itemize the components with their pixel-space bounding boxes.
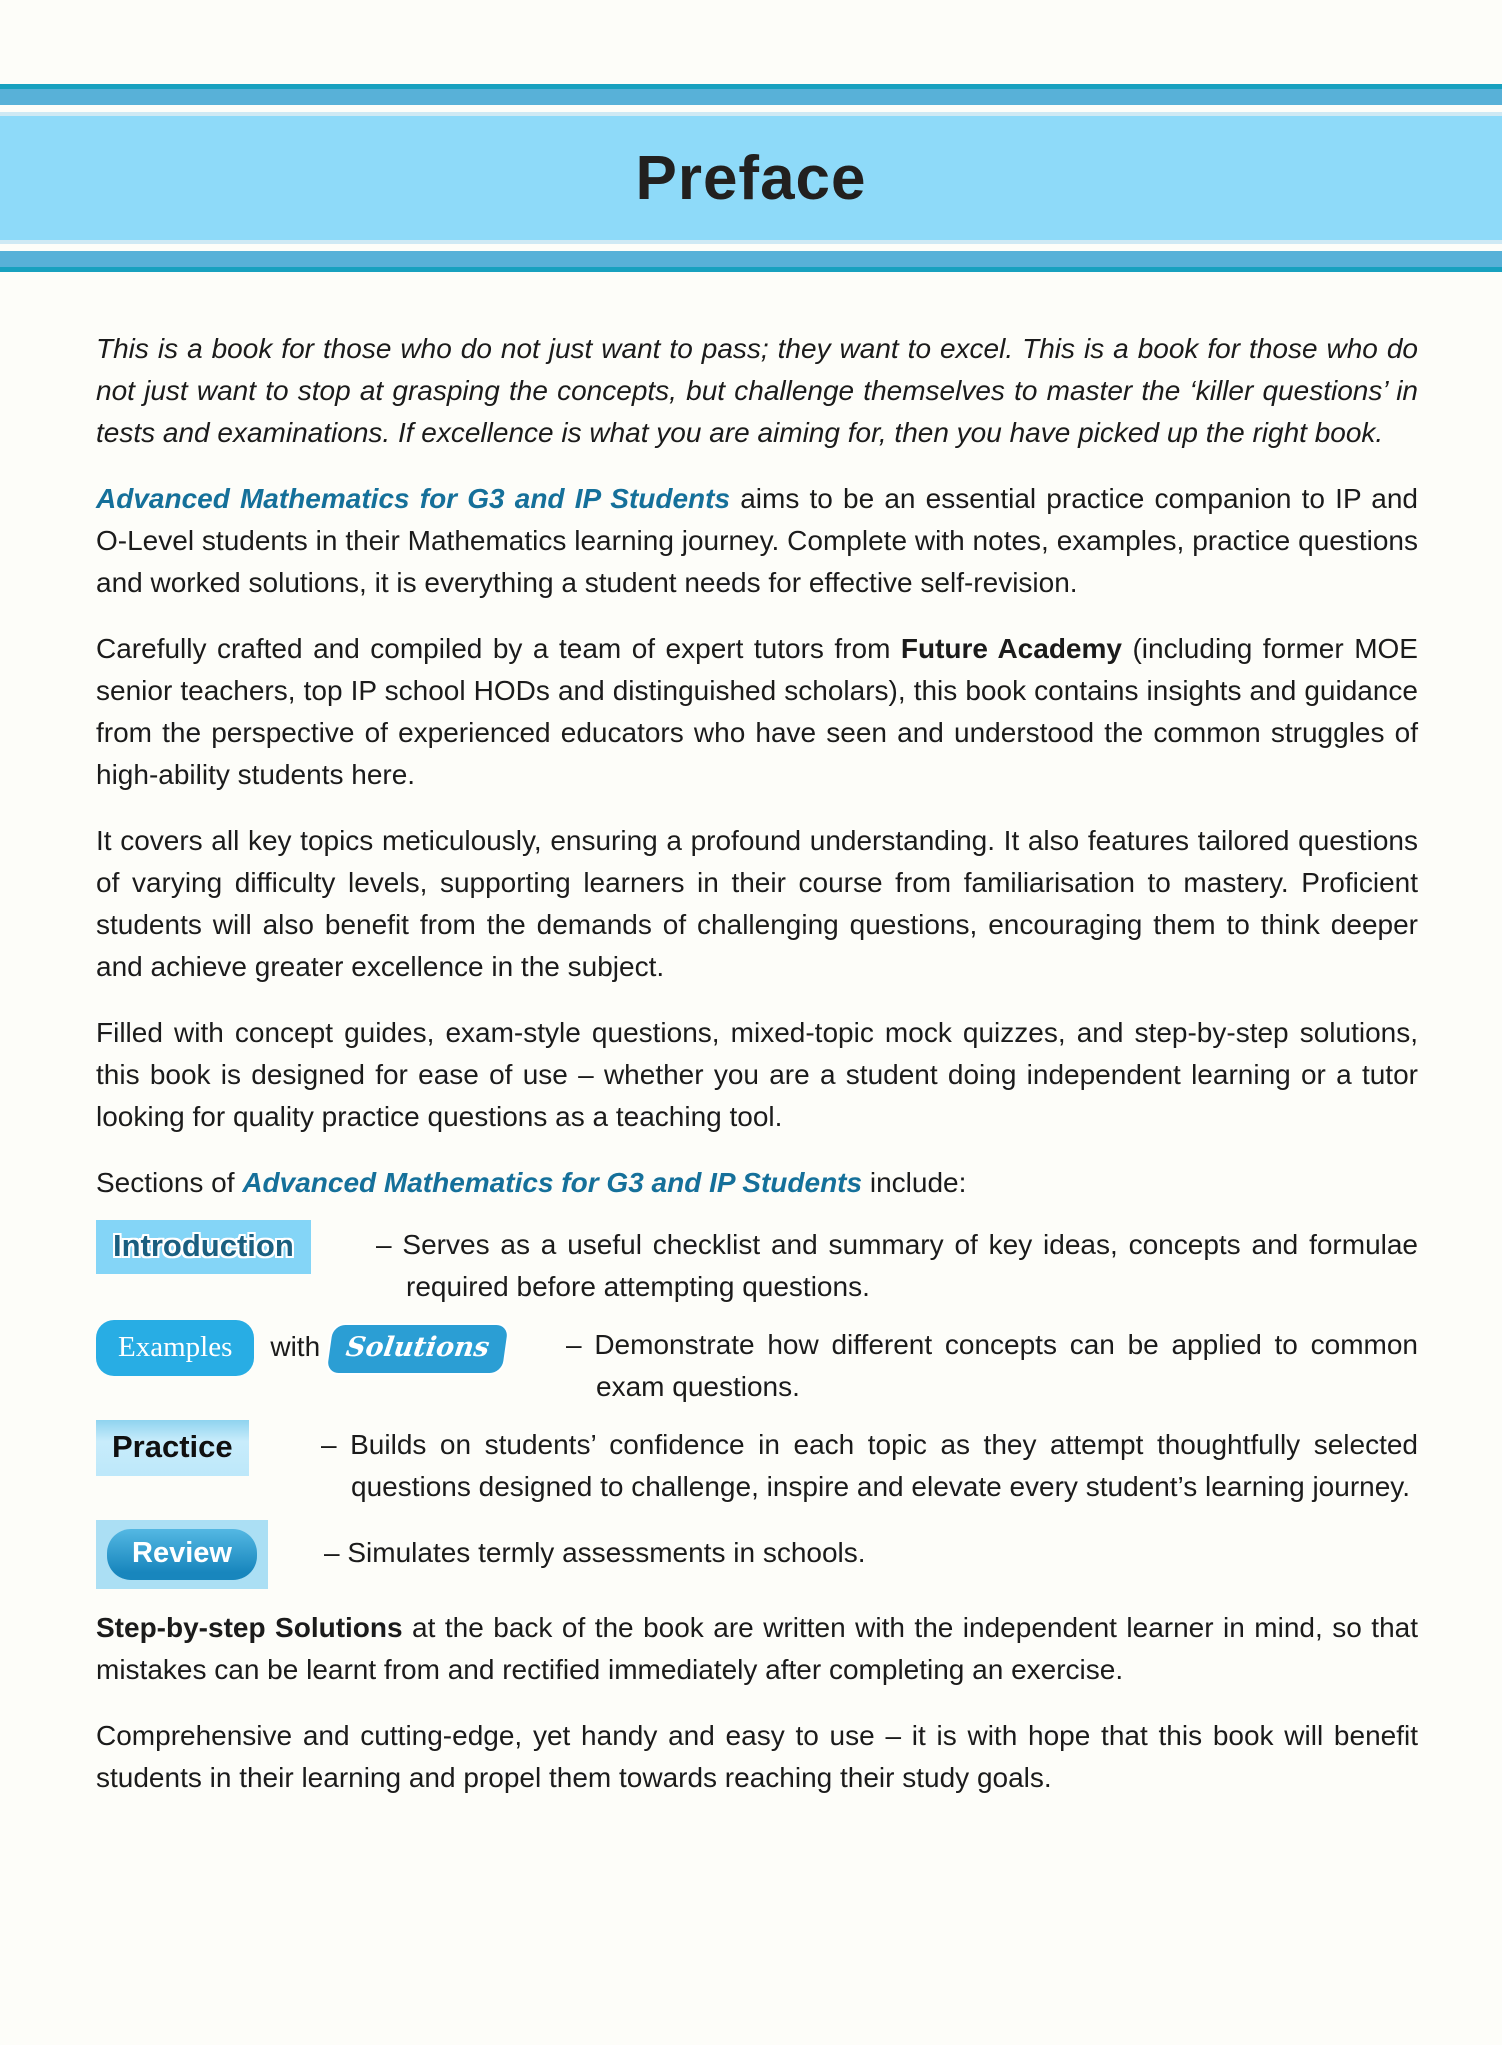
authors-paragraph	[96, 628, 1418, 796]
closing-paragraph: Comprehensive and cutting-edge, yet handy and easy to use – it is with hope that this book will benefit students in their learning and propel them towards reaching their study goals.	[96, 1720, 1418, 1793]
sections-line-post: include:	[862, 1167, 967, 1198]
practice-description-text: Builds on students’ confidence in each topic as they attempt thoughtfully selected questions designed to challenge, inspire and elevate every student’s learning journey.	[350, 1429, 1418, 1502]
solutions-badge: Solutions	[327, 1325, 509, 1373]
book-title-text: Advanced Mathematics for G3 and IP Students	[96, 483, 731, 514]
solutions-paragraph	[96, 1607, 1418, 1691]
practice-badge-column	[96, 1420, 321, 1476]
section-introduction	[96, 1220, 1418, 1308]
header-bottom-gap	[0, 244, 1502, 251]
solutions-paragraph-text: at the back of the book are written with the independent learner in mind, so that mistakes can be learnt from and rectified immediately after completing an exercise.	[96, 1612, 1418, 1685]
header-bottom-blue-stripe	[0, 251, 1502, 267]
practice-badge: Practice	[96, 1420, 249, 1476]
authors-text-pre: Carefully crafted and compiled by a team of expert tutors from	[96, 633, 901, 664]
sections-line-book-title: Advanced Mathematics for G3 and IP Students	[242, 1167, 863, 1198]
review-description	[324, 1532, 1418, 1574]
introduction-badge-column	[96, 1220, 376, 1274]
examples-with-word: with	[270, 1331, 321, 1362]
introduction-description-text: Serves as a useful checklist and summary of key ideas, concepts and formulae required before attempting questions.	[402, 1229, 1419, 1302]
examples-dash: –	[566, 1329, 582, 1360]
features-paragraph: Filled with concept guides, exam-style questions, mixed-topic mock quizzes, and step-by-step solutions, this book is designed for ease of use – whether you are a student doing independent learning or a tutor looking for quality practice questions as a teaching tool.	[96, 1017, 1418, 1132]
review-dash: –	[324, 1537, 340, 1568]
header-top-blue-stripe	[0, 89, 1502, 105]
coverage-paragraph: It covers all key topics meticulously, ensuring a profound understanding. It also features tailored questions of varying difficulty levels, supporting learners in their course from familiarisation to mastery. Proficient students will also benefit from the demands of challenging questions, encouraging them to think deeper and achieve greater excellence in the subject.	[96, 825, 1418, 982]
step-by-step-solutions-label: Step-by-step Solutions	[96, 1612, 403, 1643]
review-badge-column	[96, 1520, 324, 1589]
book-description-paragraph	[96, 478, 1418, 604]
header-top-gap	[0, 105, 1502, 112]
authors-text-rest: (including former MOE senior teachers, top IP school HODs and distinguished scholars), this book contains insights and guidance from the perspective of experienced educators who have seen and understood the common struggles of high-ability students here.	[96, 633, 1418, 790]
section-review	[96, 1520, 1418, 1589]
title-banner	[0, 116, 1502, 240]
future-academy-name: Future Academy	[900, 633, 1122, 664]
header-bottom-teal-stripe	[0, 267, 1502, 272]
review-description-text: Simulates termly assessments in schools.	[347, 1537, 866, 1568]
examples-badge: Examples	[96, 1320, 254, 1376]
preface-body	[96, 328, 1418, 1799]
introduction-dash: –	[376, 1229, 392, 1260]
introduction-description	[376, 1224, 1418, 1308]
review-badge-backing	[96, 1520, 268, 1589]
book-description-text: aims to be an essential practice companion to IP and O-Level students in their Mathematics learning journey. Complete with notes, examples, practice questions and worked solutions, it is everything a student needs for effective self-revision.	[96, 483, 1418, 598]
practice-description	[321, 1424, 1418, 1508]
intro-paragraph: This is a book for those who do not just want to pass; they want to excel. This is a book for those who do not just want to stop at grasping the concepts, but challenge themselves to master the ‘killer questions’ in tests and examinations. If excellence is what you are aiming for, then you have picked up the right book.	[96, 333, 1418, 448]
page-header	[0, 0, 1502, 272]
review-badge: Review	[107, 1529, 257, 1580]
examples-description	[566, 1324, 1418, 1408]
examples-description-text: Demonstrate how different concepts can be applied to common exam questions.	[594, 1329, 1418, 1402]
examples-badge-column	[96, 1320, 566, 1376]
section-practice	[96, 1420, 1418, 1508]
sections-line-pre: Sections of	[96, 1167, 243, 1198]
section-examples	[96, 1320, 1418, 1408]
sections-intro-line	[96, 1162, 1418, 1204]
introduction-badge: Introduction	[96, 1220, 311, 1274]
practice-dash: –	[321, 1429, 337, 1460]
page-title: Preface	[635, 143, 867, 213]
